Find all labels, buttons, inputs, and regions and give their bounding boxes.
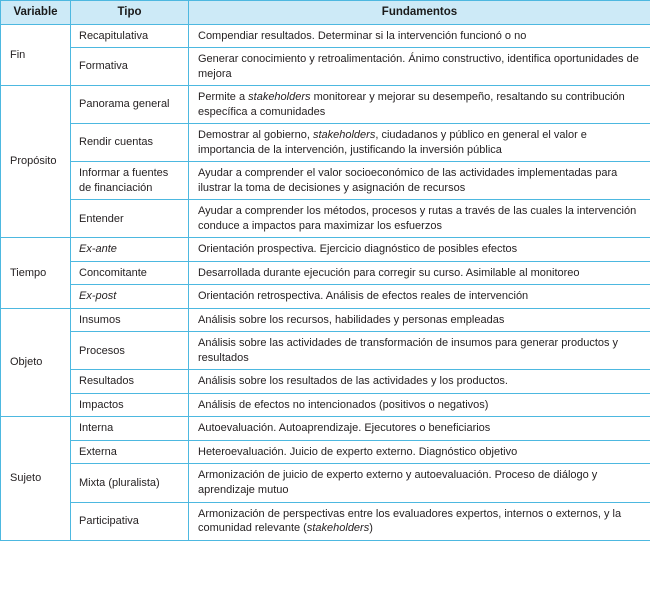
fundamento-cell: Análisis sobre los resultados de las actividades y los productos. (189, 370, 650, 394)
fundamento-cell: Generar conocimiento y retroalimentación. Ánimo constructivo, identifica oportunidades de mejora (189, 48, 650, 86)
variable-group-cell: Propósito (1, 86, 71, 238)
fundamento-cell: Compendiar resultados. Determinar si la intervención funcionó o no (189, 24, 650, 48)
table-row (1, 440, 650, 464)
fundamento-cell: Heteroevaluación. Juicio de experto externo. Diagnóstico objetivo (189, 440, 650, 464)
table-header (1, 1, 650, 25)
tipo-cell: Formativa (71, 48, 189, 86)
table-header-row (1, 1, 650, 25)
fundamento-cell: Desarrollada durante ejecución para corregir su curso. Asimilable al monitoreo (189, 261, 650, 285)
table-row (1, 370, 650, 394)
fundamento-cell: Autoevaluación. Autoaprendizaje. Ejecutores o beneficiarios (189, 417, 650, 441)
fundamento-cell: Análisis sobre los recursos, habilidades y personas empleadas (189, 308, 650, 332)
tipo-cell: Entender (71, 200, 189, 238)
column-header-tipo: Tipo (71, 1, 189, 25)
table-row (1, 285, 650, 309)
table-row (1, 502, 650, 540)
tipo-cell: Rendir cuentas (71, 124, 189, 162)
tipo-cell: Participativa (71, 502, 189, 540)
table-row (1, 308, 650, 332)
tipo-cell: Mixta (pluralista) (71, 464, 189, 502)
tipo-cell: Impactos (71, 393, 189, 417)
fundamento-cell: Armonización de juicio de experto externo y autoevaluación. Proceso de diálogo y aprendizaje mutuo (189, 464, 650, 502)
tipo-cell: Concomitante (71, 261, 189, 285)
fundamento-cell: Ayudar a comprender el valor socioeconómico de las actividades implementadas para ilustrar la toma de decisiones y asignación de recursos (189, 162, 650, 200)
table-row (1, 124, 650, 162)
tipo-cell: Insumos (71, 308, 189, 332)
fundamento-cell: Permite a stakeholders monitorear y mejorar su desempeño, resaltando su contribución específica a comunidades (189, 86, 650, 124)
table-row (1, 86, 650, 124)
tipo-cell: Externa (71, 440, 189, 464)
variable-group-cell: Fin (1, 24, 71, 86)
table-row (1, 24, 650, 48)
tipo-cell: Panorama general (71, 86, 189, 124)
table-row (1, 464, 650, 502)
table-row (1, 200, 650, 238)
fundamento-cell: Orientación retrospectiva. Análisis de efectos reales de intervención (189, 285, 650, 309)
fundamento-cell: Armonización de perspectivas entre los evaluadores expertos, internos o externos, y la comunidad relevante (stakeholders) (189, 502, 650, 540)
variable-group-cell: Sujeto (1, 417, 71, 540)
tipo-cell: Ex-ante (71, 238, 189, 262)
table-row (1, 417, 650, 441)
fundamento-cell: Análisis sobre las actividades de transformación de insumos para generar productos y resultados (189, 332, 650, 370)
tipo-cell: Informar a fuentes de financiación (71, 162, 189, 200)
fundamento-cell: Análisis de efectos no intencionados (positivos o negativos) (189, 393, 650, 417)
column-header-fundamentos: Fundamentos (189, 1, 650, 25)
variable-group-cell: Objeto (1, 308, 71, 417)
table-row (1, 162, 650, 200)
tipo-cell: Interna (71, 417, 189, 441)
table-row (1, 393, 650, 417)
fundamento-cell: Ayudar a comprender los métodos, procesos y rutas a través de las cuales la intervención conduce a impactos para maximizar los esfuerzos (189, 200, 650, 238)
tipo-cell: Procesos (71, 332, 189, 370)
variable-group-cell: Tiempo (1, 238, 71, 309)
tipo-cell: Resultados (71, 370, 189, 394)
table-row (1, 261, 650, 285)
table-row (1, 332, 650, 370)
fundamento-cell: Demostrar al gobierno, stakeholders, ciudadanos y público en general el valor e importancia de la intervención, justificando la inversión pública (189, 124, 650, 162)
fundamento-cell: Orientación prospectiva. Ejercicio diagnóstico de posibles efectos (189, 238, 650, 262)
column-header-variable: Variable (1, 1, 71, 25)
tipo-cell: Recapitulativa (71, 24, 189, 48)
tipo-cell: Ex-post (71, 285, 189, 309)
table-row (1, 238, 650, 262)
table-row (1, 48, 650, 86)
table-body (1, 24, 650, 540)
